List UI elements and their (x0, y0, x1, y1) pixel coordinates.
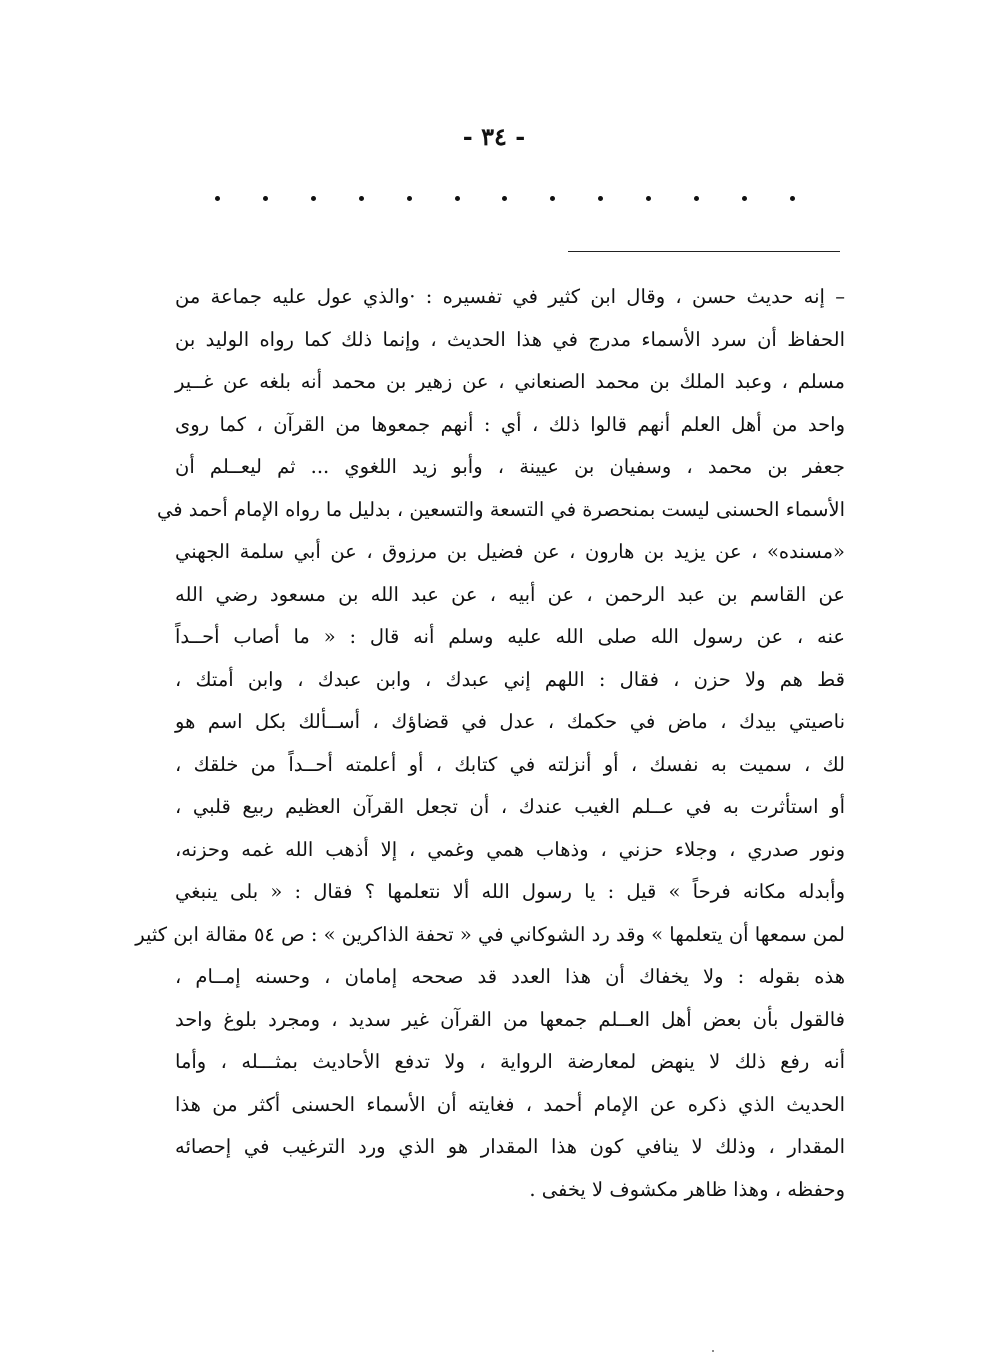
text-line: الحفاظ أن سرد الأسماء مدرج في هذا الحديث ، وإنما ذلك كما رواه الوليد بن (175, 327, 845, 351)
text-line: الحديث الذي ذكره عن الإمام أحمد ، فغايته أن الأسماء الحسنى أكثر من هذا (175, 1092, 845, 1116)
text-line: أنه رفع ذلك لا ينهض لمعارضة الرواية ، ولا تدفع الأحاديث بمثـــله ، وأما (175, 1050, 845, 1073)
text-line: عن القاسم بن عبد الرحمن ، عن أبيه ، عن عبد الله بن مسعود رضي الله (175, 582, 845, 606)
text-line: واحد من أهل العلم أنهم قالوا ذلك ، أي : أنهم جمعوها من القرآن ، كما روى (175, 412, 845, 436)
text-line: ناصيتي بيدك ، ماض في حكمك ، عدل في قضاؤك ، أســألك بكل اسم هو (175, 710, 845, 733)
footnote-text-block (135, 276, 845, 1211)
separator-dot (694, 196, 699, 201)
text-line: المقدار ، وذلك لا ينافي كون هذا المقدار هو الذي ورد الترغيب في إحصائه (175, 1135, 845, 1158)
separator-dot (742, 196, 747, 201)
text-line: هذه بقوله : ولا يخفاك أن هذا العدد قد صححه إمامان ، وحسنه إمــام ، (175, 965, 845, 988)
text-line: وأبدله مكانه فرحاً » قيل : يا رسول الله ألا نتعلمها ؟ فقال : « بلى ينبغي (175, 880, 845, 903)
separator-dot (263, 196, 268, 201)
section-separator-dots (215, 196, 795, 201)
separator-dot (502, 196, 507, 201)
separator-dot (407, 196, 412, 201)
text-line: فالقول بأن بعض أهل العــلم جمعها من القرآن غير سديد ، ومجرد بلوغ واحد (175, 1007, 845, 1031)
separator-dot (598, 196, 603, 201)
text-line: قط هم ولا حزن ، فقال : اللهم إني عبدك ، وابن عبدك ، وابن أمتك ، (175, 667, 845, 691)
separator-dot (646, 196, 651, 201)
page-number: - ٣٤ - (462, 122, 526, 151)
text-line: «مسنده» ، عن يزيد بن هارون ، عن فضيل بن مرزوق ، عن أبي سلمة الجهني (175, 540, 845, 563)
text-line: عنه ، عن رسول الله صلى الله عليه وسلم أنه قال : « ما أصاب أحــداً (175, 625, 845, 648)
separator-dot (359, 196, 364, 201)
text-line: مسلم ، وعبد الملك بن محمد الصنعاني ، عن زهير بن محمد أنه بلغه عن غــير (175, 370, 845, 393)
separator-dot (550, 196, 555, 201)
text-line: ونور صدري ، وجلاء حزني ، وذهاب همي وغمي ، إلا أذهب الله غمه وحزنه، (175, 837, 845, 861)
separator-dot (311, 196, 316, 201)
text-line: لمن سمعها أن يتعلمها » وقد رد الشوكاني في « تحفة الذاكرين » : ص ٥٤ مقالة ابن كثير (135, 922, 845, 946)
text-line: أو استأثرت به في عــلم الغيب عندك ، أن تجعل القرآن العظيم ربيع قلبي ، (175, 795, 845, 818)
text-line: جعفر بن محمد ، وسفيان بن عيينة ، وأبو زيد اللغوي ... ثم ليعــلم أن (175, 455, 845, 478)
footnote-rule (568, 251, 840, 252)
separator-dot (790, 196, 795, 201)
separator-dot (215, 196, 220, 201)
text-line: لك ، سميت به نفسك ، أو أنزلته في كتابك ، أو أعلمته أحــداً من خلقك ، (175, 752, 845, 776)
separator-dot (455, 196, 460, 201)
scan-speck (712, 1350, 714, 1352)
text-line: الأسماء الحسنى ليست بمنحصرة في التسعة والتسعين ، بدليل ما رواه الإمام أحمد في (157, 497, 845, 521)
text-line: وحفظه ، وهذا ظاهر مكشوف لا يخفى . (529, 1177, 845, 1201)
text-line: – إنه حديث حسن ، وقال ابن كثير في تفسيره : ·والذي عول عليه جماعة من (175, 285, 845, 308)
